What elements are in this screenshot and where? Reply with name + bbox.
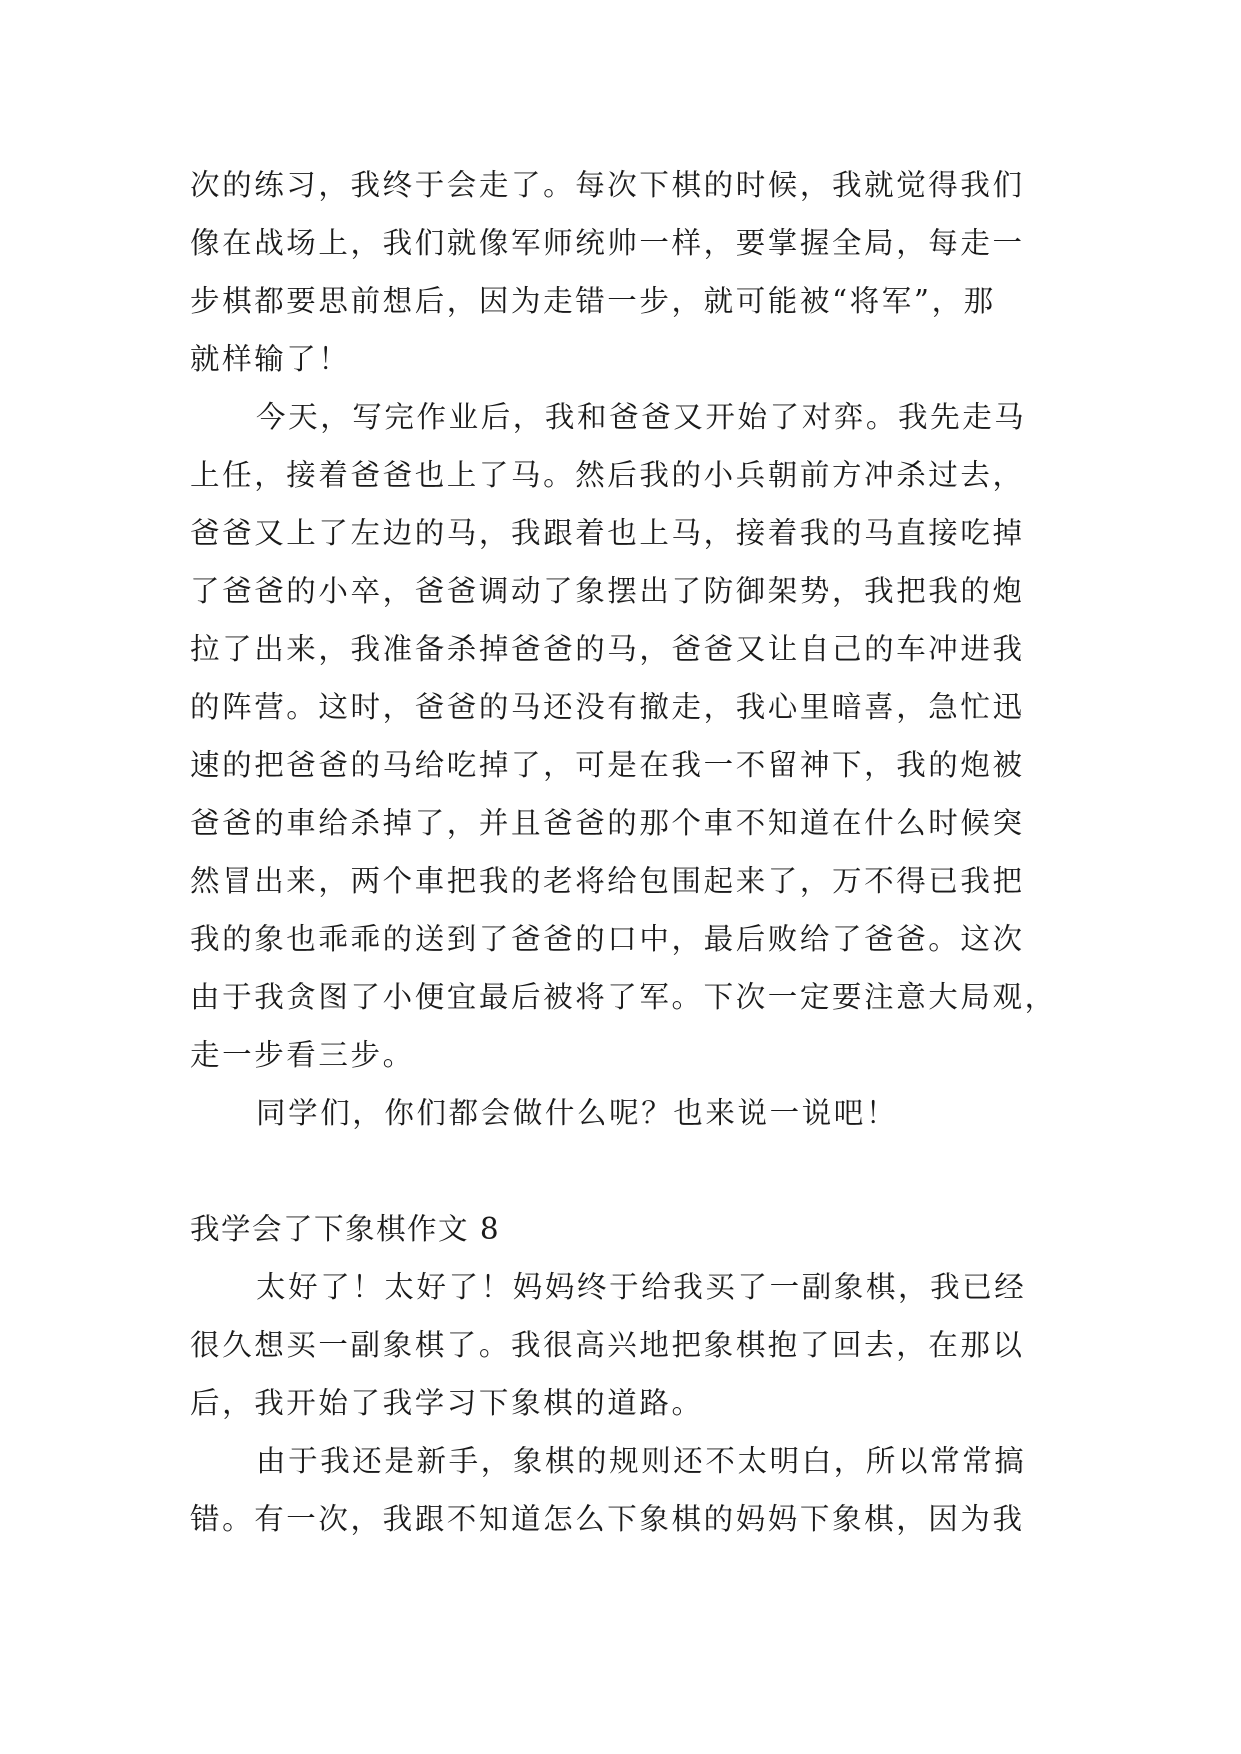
text-line: 了爸爸的小卒，爸爸调动了象摆出了防御架势，我把我的炮 xyxy=(190,574,1025,608)
text-line: 次的练习，我终于会走了。每次下棋的时候，我就觉得我们 xyxy=(190,168,1025,202)
paragraph-2 xyxy=(190,388,1065,1084)
section-title: 我学会了下象棋作文 8 xyxy=(190,1212,501,1246)
text-line: 太好了！太好了！妈妈终于给我买了一副象棋，我已经 xyxy=(256,1270,1027,1304)
text-line: 然冒出来，两个車把我的老将给包围起来了，万不得已我把 xyxy=(190,864,1025,898)
text-line: 错。有一次，我跟不知道怎么下象棋的妈妈下象棋，因为我 xyxy=(190,1502,1025,1536)
paragraph-1 xyxy=(190,156,1065,388)
text-line: 像在战场上，我们就像军师统帅一样，要掌握全局，每走一 xyxy=(190,226,1025,260)
text-line: 由于我还是新手，象棋的规则还不太明白，所以常常搞 xyxy=(256,1444,1027,1478)
text-line: 我的象也乖乖的送到了爸爸的口中，最后败给了爸爸。这次 xyxy=(190,922,1025,956)
paragraph-5 xyxy=(190,1432,1065,1548)
text-line: 今天，写完作业后，我和爸爸又开始了对弈。我先走马 xyxy=(256,400,1027,434)
text-line: 由于我贪图了小便宜最后被将了军。下次一定要注意大局观， xyxy=(190,980,1057,1014)
text-line: 速的把爸爸的马给吃掉了，可是在我一不留神下，我的炮被 xyxy=(190,748,1025,782)
text-line: 步棋都要思前想后，因为走错一步，就可能被“将军”，那 xyxy=(190,284,996,318)
text-line: 走一步看三步。 xyxy=(190,1038,415,1072)
text-line: 同学们，你们都会做什么呢？也来说一说吧！ xyxy=(256,1096,899,1130)
text-line: 爸爸的車给杀掉了，并且爸爸的那个車不知道在什么时候突 xyxy=(190,806,1025,840)
paragraph-gap xyxy=(190,1142,1065,1200)
paragraph-4 xyxy=(190,1258,1065,1432)
text-line: 的阵营。这时，爸爸的马还没有撤走，我心里暗喜，急忙迅 xyxy=(190,690,1025,724)
text-line: 拉了出来，我准备杀掉爸爸的马，爸爸又让自己的车冲进我 xyxy=(190,632,1025,666)
text-line: 就样输了！ xyxy=(190,342,351,376)
text-line: 后，我开始了我学习下象棋的道路。 xyxy=(190,1386,704,1420)
text-line: 很久想买一副象棋了。我很高兴地把象棋抱了回去，在那以 xyxy=(190,1328,1025,1362)
document-body xyxy=(190,156,1065,1548)
text-line: 爸爸又上了左边的马，我跟着也上马，接着我的马直接吃掉 xyxy=(190,516,1025,550)
text-line: 上任，接着爸爸也上了马。然后我的小兵朝前方冲杀过去， xyxy=(190,458,1025,492)
paragraph-3 xyxy=(190,1084,1065,1142)
